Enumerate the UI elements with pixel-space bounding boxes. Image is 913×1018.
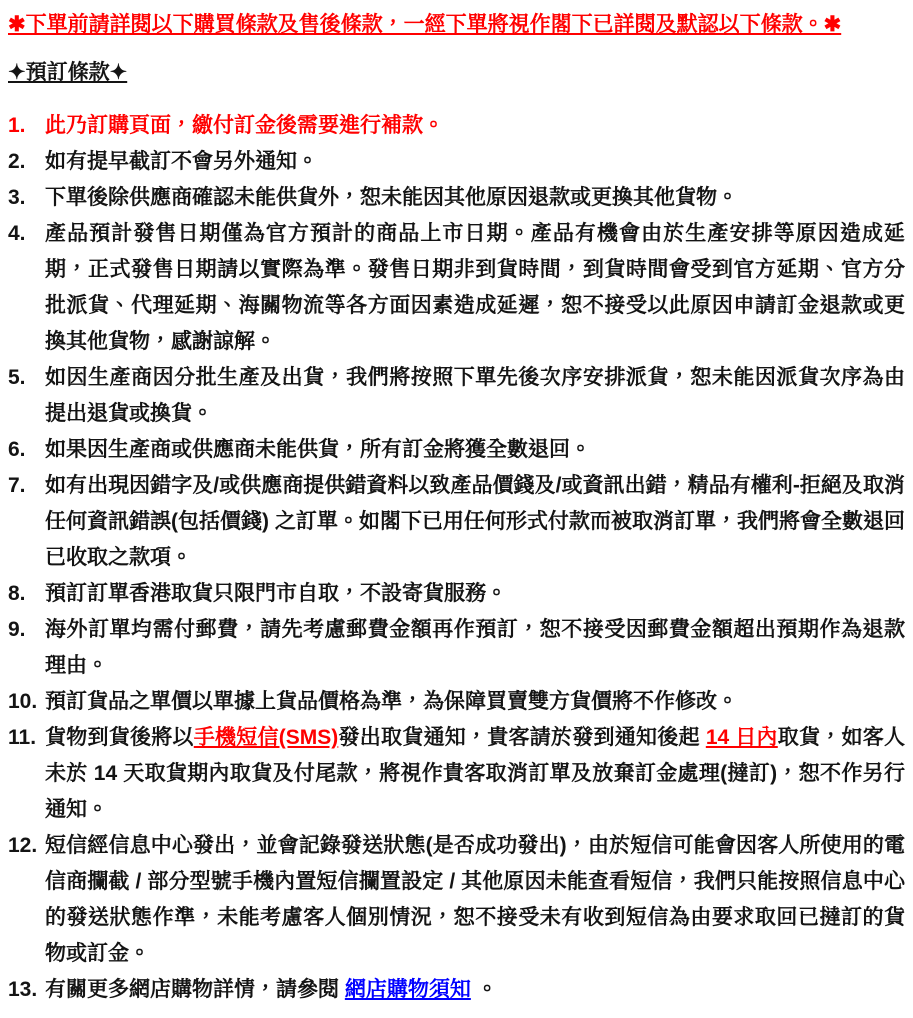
term-text-segment: 如有出現因錯字及/或供應商提供錯資料以致產品價錢及/或資訊出錯，精品有權利-拒絕及取消任何資訊錯誤(包括價錢) 之訂單。如閣下已用任何形式付款而被取消訂單，我們將會全數退回已收取之款項。	[45, 474, 905, 569]
term-text	[45, 360, 905, 432]
term-text	[45, 828, 905, 972]
term-item-6	[8, 432, 905, 468]
term-item-3	[8, 180, 905, 216]
term-item-7	[8, 468, 905, 576]
term-text	[45, 468, 905, 576]
term-number: 13.	[8, 978, 38, 1001]
term-number: 3.	[8, 186, 26, 209]
purchase-notice-header: ✱下單前請詳閱以下購買條款及售後條款，一經下單將視作閣下已詳閱及默認以下條款。✱	[8, 13, 842, 36]
term-number: 4.	[8, 222, 26, 245]
term-item-13	[8, 972, 905, 1008]
term-text	[45, 108, 905, 144]
term-text-segment: 預訂訂單香港取貨只限門市自取，不設寄貨服務。	[45, 582, 507, 605]
term-item-4	[8, 216, 905, 360]
term-item-5	[8, 360, 905, 432]
term-number: 9.	[8, 618, 26, 641]
term-text-segment: 預訂貨品之單價以單據上貨品價格為準，為保障買賣雙方貨價將不作修改。	[45, 690, 738, 713]
term-text-segment: 貨物到貨後將以	[45, 726, 194, 749]
term-text-segment: 如果因生產商或供應商未能供貨，所有訂金將獲全數退回。	[45, 438, 591, 461]
term-text-segment-red-underline: 14 日內	[705, 726, 778, 749]
term-text-segment: 下單後除供應商確認未能供貨外，恕未能因其他原因退款或更換其他貨物。	[45, 186, 738, 209]
term-text	[45, 684, 905, 720]
terms-list	[8, 108, 905, 1008]
term-item-2	[8, 144, 905, 180]
term-text-segment: 如因生產商因分批生產及出貨，我們將按照下單先後次序安排派貨，恕未能因派貨次序為由提出退貨或換貨。	[45, 366, 905, 425]
term-text-segment: 此乃訂購頁面，繳付訂金後需要進行補款。	[45, 114, 444, 137]
term-text-segment: 產品預計發售日期僅為官方預計的商品上市日期。產品有機會由於生產安排等原因造成延期，正式發售日期請以實際為準。發售日期非到貨時間，到貨時間會受到官方延期、官方分批派貨、代理延期、海關物流等各方面因素造成延遲，恕不接受以此原因申請訂金退款或更換其他貨物，感謝諒解。	[45, 222, 905, 353]
term-item-9	[8, 612, 905, 684]
term-text-segment: 發出取貨通知，貴客請於發到通知後起	[338, 726, 706, 749]
section-title-row	[8, 60, 905, 86]
term-text	[45, 720, 905, 828]
term-item-10	[8, 684, 905, 720]
term-item-8	[8, 576, 905, 612]
term-text-segment: 如有提早截訂不會另外通知。	[45, 150, 318, 173]
term-text	[45, 144, 905, 180]
term-number: 11.	[8, 726, 37, 749]
term-number: 6.	[8, 438, 26, 461]
term-number: 8.	[8, 582, 26, 605]
term-text	[45, 612, 905, 684]
term-text	[45, 972, 905, 1008]
term-number: 10.	[8, 690, 38, 713]
term-text	[45, 576, 905, 612]
term-text-segment: 海外訂單均需付郵費，請先考慮郵費金額再作預訂，恕不接受因郵費金額超出預期作為退款理由。	[45, 618, 905, 677]
term-text-segment: 。	[470, 978, 498, 1001]
term-number: 5.	[8, 366, 26, 389]
term-item-12	[8, 828, 905, 972]
term-text	[45, 180, 905, 216]
term-number: 2.	[8, 150, 26, 173]
term-text	[45, 432, 905, 468]
section-title: ✦預訂條款✦	[8, 61, 128, 84]
term-number: 1.	[8, 114, 26, 137]
term-item-11	[8, 720, 905, 828]
term-number: 12.	[8, 834, 38, 857]
term-text-segment: 有關更多網店購物詳情，請參閱	[45, 978, 345, 1001]
term-text-segment-red-underline: 手機短信(SMS)	[193, 726, 339, 749]
term-text-segment: 短信經信息中心發出，並會記錄發送狀態(是否成功發出)，由於短信可能會因客人所使用的電信商攔截 / 部分型號手機內置短信攔置設定 / 其他原因未能查看短信，我們只能按照信息中心的發送狀態作準，未能考慮客人個別情況，恕不接受未有收到短信為由要求取回已撻訂的貨物或訂金。	[45, 834, 905, 965]
term-number: 7.	[8, 474, 26, 497]
term-item-1	[8, 108, 905, 144]
store-shopping-notice-link[interactable]: 網店購物須知	[344, 978, 471, 1001]
term-text	[45, 216, 905, 360]
term-text-segment: 取貨，如客人未於 14 天取貨期內取貨及付尾款，將視作貴客取消訂單及放棄訂金處理(撻訂)，恕不作另行通知。	[45, 726, 906, 821]
